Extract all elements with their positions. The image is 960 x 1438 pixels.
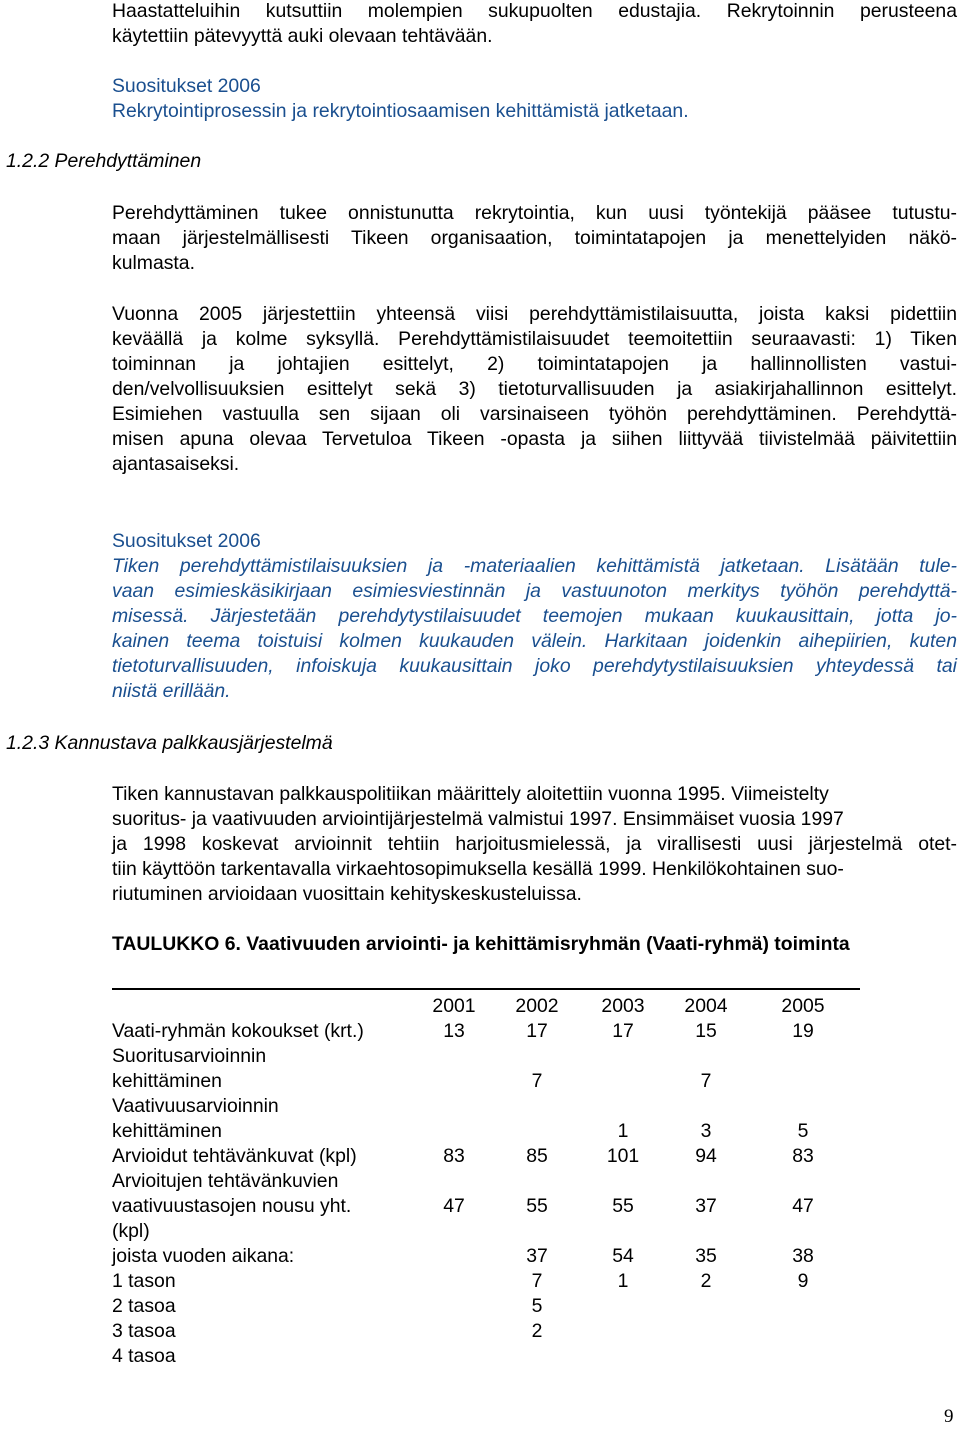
- row-label: [112, 1094, 414, 1144]
- table-caption: TAULUKKO 6. Vaativuuden arviointi- ja kehittämisryhmän (Vaati-ryhmä) toiminta: [112, 933, 850, 955]
- text-line: kainen teema toistuisi kolmen kuukauden välein. Harkitaan joidenkin aihepiirien, kuten: [112, 630, 957, 652]
- text-line: tiin käyttöön tarkentavalla virkaehtosopimuksella kesällä 1999. Henkilökohtainen suo-: [112, 858, 844, 880]
- table-row: [112, 1319, 860, 1344]
- table-cell: [666, 1294, 746, 1319]
- table-cell: 17: [612, 1020, 634, 1042]
- table-cell: 54: [612, 1245, 634, 1267]
- row-label-line: Suoritusarvioinnin: [112, 1045, 267, 1067]
- table-cell: 7: [531, 1070, 543, 1092]
- row-label: (kpl): [112, 1220, 150, 1242]
- year-header: 2004: [666, 989, 746, 1019]
- table-cell: [580, 1294, 666, 1319]
- text-line: maan järjestelmällisesti Tikeen organisaation, toimintatapojen ja menettelyiden näkö-: [112, 227, 957, 249]
- text-line: Tiken perehdyttämistilaisuuksien ja -materiaalien kehittämistä jatketaan. Lisätään tule-: [112, 555, 957, 577]
- row-label: 1 tason: [112, 1270, 176, 1292]
- row-label-line: Vaativuusarvioinnin: [112, 1095, 279, 1117]
- table-cell: [746, 1294, 860, 1319]
- recommendation-heading: Suositukset 2006: [112, 530, 261, 552]
- table-cell: [414, 1244, 494, 1269]
- table-cell: 94: [695, 1145, 717, 1167]
- table-row: [112, 1269, 860, 1294]
- page-number: 9: [944, 1406, 954, 1427]
- table-cell: [580, 1219, 666, 1244]
- table-cell: [494, 1344, 580, 1369]
- row-label: 3 tasoa: [112, 1320, 176, 1342]
- text-line: suoritus- ja vaativuuden arviointijärjestelmä valmistui 1997. Ensimmäiset vuosia 1997: [112, 808, 844, 830]
- row-label-line: kehittäminen: [112, 1120, 222, 1142]
- table-cell: 35: [695, 1245, 717, 1267]
- text-line: misessä. Järjestetään perehdytystilaisuudet teemojen mukaan kuukausittain, jotta jo-: [112, 605, 957, 627]
- table-cell: [746, 1044, 860, 1094]
- table-cell: 9: [797, 1270, 809, 1292]
- section-heading-1-2-3: 1.2.3 Kannustava palkkausjärjestelmä: [6, 732, 333, 754]
- table-row: [112, 1019, 860, 1044]
- table-row: [112, 1244, 860, 1269]
- row-label: Vaati-ryhmän kokoukset (krt.): [112, 1020, 364, 1042]
- row-label-line: kehittäminen: [112, 1070, 222, 1092]
- table-row: [112, 1044, 860, 1094]
- year-header: 2002: [494, 989, 580, 1019]
- table-row: [112, 1094, 860, 1144]
- section-heading-1-2-2: 1.2.2 Perehdyttäminen: [6, 150, 202, 172]
- table-cell: [414, 1219, 494, 1244]
- table-cell: 5: [797, 1120, 809, 1142]
- table-cell: [494, 1219, 580, 1244]
- intro-paragraph: [112, 0, 957, 49]
- recommendation-heading: Suositukset 2006: [112, 75, 261, 97]
- row-label: [112, 1169, 414, 1219]
- table-cell: 7: [700, 1070, 712, 1092]
- table-cell: [414, 1344, 494, 1369]
- header-label-cell: [112, 989, 414, 1019]
- text-line: Tiken kannustavan palkkauspolitiikan määrittely aloitettiin vuonna 1995. Viimeistelty: [112, 783, 829, 805]
- table-cell: 37: [695, 1195, 717, 1217]
- year-header: 2001: [414, 989, 494, 1019]
- text-line: ajantasaiseksi.: [112, 453, 240, 475]
- table-cell: [746, 1344, 860, 1369]
- table-cell: 37: [526, 1245, 548, 1267]
- table-cell: [494, 1094, 580, 1144]
- table-cell: [580, 1044, 666, 1094]
- table-cell: [746, 1319, 860, 1344]
- recommendation-text: Rekrytointiprosessin ja rekrytointiosaamisen kehittämistä jatketaan.: [112, 100, 689, 122]
- table-cell: [580, 1344, 666, 1369]
- vaati-table: [112, 988, 860, 1369]
- paragraph-perehdyttaminen: [112, 201, 957, 276]
- table-row: [112, 1344, 860, 1369]
- table-cell: [666, 1319, 746, 1344]
- text-line: tietoturvallisuuden, infoiskuja kuukausittain joko perehdytystilaisuuksien yhteydessä tai: [112, 655, 957, 677]
- text-line: Vuonna 2005 järjestettiin yhteensä viisi perehdyttämistilaisuutta, joista kaksi pidettiin: [112, 303, 957, 325]
- text-line: Perehdyttäminen tukee onnistunutta rekrytointia, kun uusi työntekijä pääsee tutustu-: [112, 202, 957, 224]
- table-cell: 5: [531, 1295, 543, 1317]
- year-header: 2003: [580, 989, 666, 1019]
- table-cell: 2: [531, 1320, 543, 1342]
- table-cell: 3: [700, 1120, 712, 1142]
- table-cell: [414, 1294, 494, 1319]
- table-cell: [580, 1319, 666, 1344]
- text-line: ja 1998 koskevat arvioinnit tehtiin harjoitusmielessä, ja virallisesti uusi järjestelmä otet-: [112, 833, 957, 855]
- table-row: [112, 1219, 860, 1244]
- table-cell: [746, 1219, 860, 1244]
- table-cell: 17: [526, 1020, 548, 1042]
- row-label: Arvioidut tehtävänkuvat (kpl): [112, 1145, 357, 1167]
- table-cell: 83: [443, 1145, 465, 1167]
- table-cell: 55: [526, 1195, 548, 1217]
- table-cell: 19: [792, 1020, 814, 1042]
- paragraph-palkkaus: [112, 782, 957, 907]
- table-cell: [414, 1269, 494, 1294]
- text-line: kulmasta.: [112, 252, 195, 274]
- table-row: [112, 1144, 860, 1169]
- table-cell: 85: [526, 1145, 548, 1167]
- table-cell: 2: [700, 1270, 712, 1292]
- row-label: 2 tasoa: [112, 1295, 176, 1317]
- table-cell: [666, 1219, 746, 1244]
- table-row: [112, 1169, 860, 1219]
- recommendation-box-2: [112, 529, 957, 704]
- table-cell: [414, 1044, 494, 1094]
- text-line: käytettiin pätevyyttä auki olevaan tehtävään.: [112, 25, 493, 47]
- table-cell: 83: [792, 1145, 814, 1167]
- recommendation-box-1: [112, 74, 957, 124]
- table-header-row: [112, 989, 860, 1019]
- text-line: vaan esimieskäsikirjaan esimiesviestinnän ja vastuunoton merkitys työhön perehdyttä-: [112, 580, 957, 602]
- table-cell: 1: [617, 1120, 629, 1142]
- table-cell: 15: [695, 1020, 717, 1042]
- table-cell: 38: [792, 1245, 814, 1267]
- text-line: Esimiehen vastuulla sen sijaan oli varsinaiseen työhön perehdyttäminen. Perehdyttä-: [112, 403, 957, 425]
- table-cell: 55: [612, 1195, 634, 1217]
- table-cell: 13: [443, 1020, 465, 1042]
- text-line: niistä erillään.: [112, 680, 231, 702]
- table-cell: 1: [617, 1270, 629, 1292]
- paragraph-tilaisuudet: [112, 302, 957, 477]
- table-row: [112, 1294, 860, 1319]
- table-cell: 47: [792, 1195, 814, 1217]
- table-cell: 47: [443, 1195, 465, 1217]
- table-cell: [666, 1344, 746, 1369]
- text-line: misen apuna olevaa Tervetuloa Tikeen -opasta ja siihen liittyvää tiivistelmää päivitettiin: [112, 428, 957, 450]
- row-label: [112, 1044, 414, 1094]
- table-cell: 101: [606, 1145, 640, 1167]
- text-line: keväällä ja kolme syksyllä. Perehdyttämistilaisuudet teemoitettiin seuraavasti: 1) Tiken: [112, 328, 957, 350]
- text-line: riutuminen arvioidaan vuosittain kehityskeskusteluissa.: [112, 883, 582, 905]
- table-cell: [414, 1319, 494, 1344]
- row-label: 4 tasoa: [112, 1345, 176, 1367]
- text-line: toiminnan ja johtajien esittelyt, 2) toimintatapojen ja hallinnollisten vastui-: [112, 353, 957, 375]
- row-label: joista vuoden aikana:: [112, 1245, 295, 1267]
- year-header: 2005: [746, 989, 860, 1019]
- text-line: den/velvollisuuksien esittelyt sekä 3) tietoturvallisuuden ja asiakirjahallinnon esittelyt.: [112, 378, 957, 400]
- text-line: Haastatteluihin kutsuttiin molempien sukupuolten edustajia. Rekrytoinnin perusteena: [112, 0, 957, 22]
- table-cell: 7: [531, 1270, 543, 1292]
- row-label-line: vaativuustasojen nousu yht.: [112, 1195, 352, 1217]
- row-label-line: Arvioitujen tehtävänkuvien: [112, 1170, 339, 1192]
- table-cell: [414, 1094, 494, 1144]
